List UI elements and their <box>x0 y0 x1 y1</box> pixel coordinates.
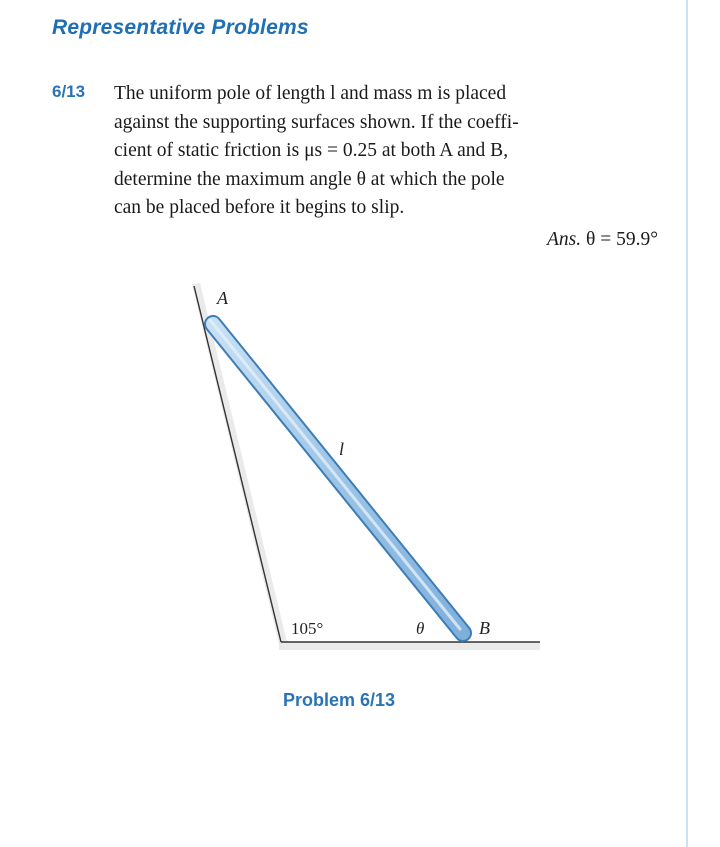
label-b: B <box>479 618 490 638</box>
inclined-wall <box>192 283 287 644</box>
floor-surface <box>279 642 540 650</box>
answer-label: Ans. <box>546 229 582 250</box>
label-wall-angle: 105° <box>291 619 324 638</box>
answer-value: θ = 59.9° <box>585 229 658 250</box>
label-a: A <box>217 288 228 308</box>
section-heading: Representative Problems <box>52 16 309 39</box>
problem-line: against the supporting surfaces shown. If the coeffi- <box>114 111 519 133</box>
figure-caption: Problem 6/13 <box>283 690 396 710</box>
problem-number: 6/13 <box>52 82 86 101</box>
problem-line: determine the maximum angle θ at which the pole <box>114 168 505 190</box>
problem-line: can be placed before it begins to slip. <box>114 197 405 218</box>
pole <box>210 320 463 633</box>
problem-line: The uniform pole of length l and mass m is placed <box>114 83 507 104</box>
label-length: l <box>339 439 345 459</box>
problem-line: cient of static friction is μs = 0.25 at both A and B, <box>114 140 509 161</box>
label-pole-angle: θ <box>416 619 425 638</box>
